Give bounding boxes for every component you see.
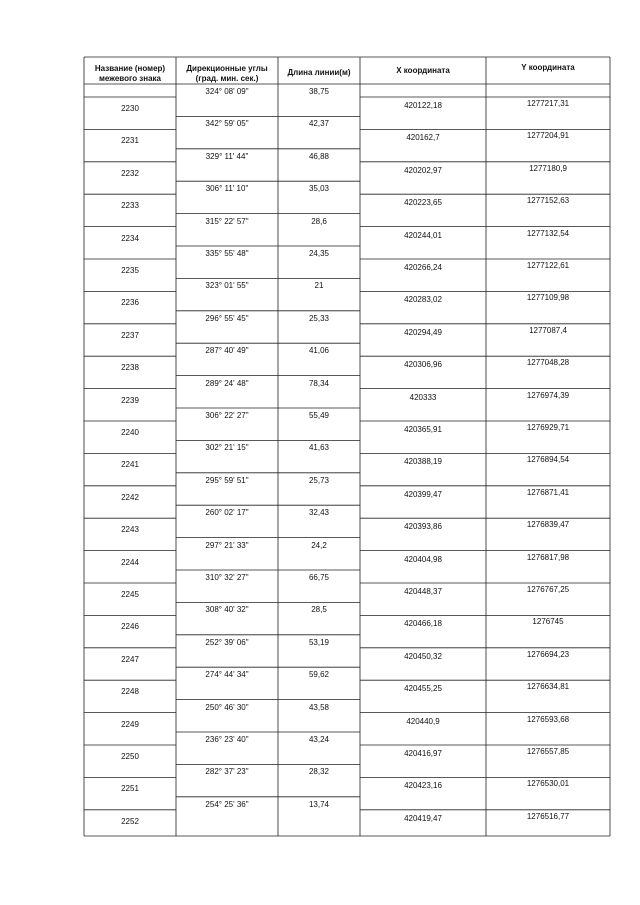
name-cell: 2235 (121, 266, 139, 275)
name-cell: 2242 (121, 492, 139, 502)
y-cell: 1276894,54 (526, 455, 570, 465)
length-cell: 46,88 (308, 151, 330, 161)
name-cell: 2234 (121, 233, 139, 243)
name-cell: 2251 (121, 784, 139, 794)
name-cell: 2252 (121, 816, 139, 826)
y-cell: 1276974,39 (526, 390, 570, 400)
x-cell: 420162,7 (406, 133, 440, 143)
angle-cell: 289° 24' 48" (205, 378, 249, 388)
angle-cell: 260° 02' 17" (205, 508, 249, 518)
name-cell: 2249 (121, 719, 139, 729)
y-cell: 1277180,9 (529, 163, 567, 173)
x-cell: 420365,91 (404, 425, 442, 434)
x-cell: 420455,25 (404, 684, 442, 694)
name-cell: 2232 (121, 168, 139, 178)
header-length: Длина линии(м) (287, 68, 351, 77)
angle-cell: 310° 32' 27" (205, 573, 249, 582)
x-cell: 420450,32 (404, 651, 442, 661)
x-cell: 420283,02 (404, 295, 442, 305)
y-cell: 1276745 (532, 617, 564, 627)
length-cell: 32,43 (308, 508, 330, 518)
x-cell: 420448,37 (404, 587, 442, 596)
length-cell: 28,32 (308, 767, 330, 777)
header-angle: Дирекционные углы (град. мин. сек.) (186, 64, 268, 83)
y-cell: 1276839,47 (526, 520, 570, 530)
y-cell: 1276516,77 (526, 811, 570, 821)
angle-cell: 287° 40' 49" (205, 346, 249, 356)
angle-cell: 296° 55' 45" (205, 313, 249, 323)
y-cell: 1276593,68 (526, 714, 570, 724)
length-cell: 28,5 (311, 605, 327, 615)
x-cell: 420393,86 (404, 522, 442, 532)
length-cell: 38,75 (308, 87, 330, 96)
y-cell: 1277122,61 (526, 261, 570, 270)
name-cell: 2243 (121, 525, 139, 535)
name-cell: 2238 (121, 363, 139, 373)
x-cell: 420416,97 (404, 749, 442, 758)
angle-cell: 342° 59' 05" (205, 119, 249, 129)
angle-cell: 323° 01' 55" (205, 281, 249, 291)
header-y: Y координата (521, 63, 575, 72)
length-cell: 43,24 (308, 735, 330, 744)
x-cell: 420388,19 (404, 457, 442, 467)
angle-cell: 306° 11' 10" (205, 184, 249, 194)
length-cell: 41,06 (308, 346, 330, 356)
length-cell: 25,33 (308, 313, 330, 323)
length-cell: 25,73 (308, 475, 330, 485)
name-cell: 2247 (121, 654, 139, 664)
x-cell: 420440,9 (406, 716, 440, 726)
name-cell: 2231 (121, 136, 139, 146)
x-cell: 420244,01 (404, 230, 442, 240)
y-cell: 1277048,28 (526, 358, 570, 368)
name-cell: 2230 (121, 104, 139, 113)
y-cell: 1276694,23 (526, 649, 570, 659)
angle-cell: 324° 08' 09" (205, 87, 249, 96)
angle-cell: 282° 37' 23" (205, 767, 249, 777)
name-cell: 2239 (121, 395, 139, 405)
angle-cell: 335° 55' 48" (205, 249, 249, 258)
x-cell: 420122,18 (404, 101, 442, 110)
header-x: X координата (396, 66, 450, 75)
length-cell: 41,63 (308, 443, 330, 453)
y-cell: 1277204,91 (526, 131, 570, 141)
x-cell: 420399,47 (404, 489, 442, 499)
name-cell: 2250 (121, 752, 139, 761)
name-cell: 2233 (121, 201, 139, 211)
length-cell: 13,74 (308, 799, 330, 809)
angle-cell: 315° 22' 57" (205, 216, 249, 226)
angle-cell: 250° 46' 30" (205, 702, 249, 712)
x-cell: 420202,97 (404, 165, 442, 175)
x-cell: 420266,24 (404, 263, 442, 272)
x-cell: 420423,16 (404, 781, 442, 791)
x-cell: 420333 (409, 392, 437, 402)
angle-cell: 306° 22' 27" (205, 411, 249, 420)
angle-cell: 254° 25' 36" (205, 799, 249, 809)
name-cell: 2236 (121, 298, 139, 308)
angle-cell: 236° 23' 40" (205, 735, 249, 744)
length-cell: 78,34 (308, 378, 330, 388)
length-cell: 55,49 (308, 411, 330, 420)
y-cell: 1276871,41 (526, 487, 570, 497)
angle-cell: 308° 40' 32" (205, 605, 249, 615)
length-cell: 66,75 (308, 573, 330, 582)
x-cell: 420419,47 (404, 813, 442, 823)
y-cell: 1277087,4 (529, 325, 567, 335)
x-cell: 420306,96 (404, 360, 442, 370)
y-cell: 1277132,54 (526, 228, 570, 238)
angle-cell: 252° 39' 06" (205, 637, 249, 647)
angle-cell: 302° 21' 15" (205, 443, 249, 453)
length-cell: 24,2 (311, 540, 327, 550)
header-name: Название (номер) межевого знака (94, 64, 166, 83)
x-cell: 420294,49 (404, 327, 442, 337)
y-cell: 1277109,98 (526, 293, 570, 303)
length-cell: 28,6 (311, 216, 327, 226)
y-cell: 1276530,01 (526, 779, 570, 789)
x-cell: 420404,98 (404, 554, 442, 564)
y-cell: 1276817,98 (526, 552, 570, 562)
angle-cell: 295° 59' 51" (205, 475, 249, 485)
name-cell: 2245 (121, 590, 139, 599)
y-cell: 1276929,71 (526, 423, 570, 432)
y-cell: 1277217,31 (526, 99, 570, 108)
y-cell: 1276634,81 (526, 682, 570, 692)
length-cell: 59,62 (308, 670, 330, 680)
name-cell: 2246 (121, 622, 139, 632)
angle-cell: 329° 11' 44" (205, 151, 249, 161)
length-cell: 24,35 (308, 249, 330, 258)
length-cell: 21 (314, 281, 324, 291)
y-cell: 1277152,63 (526, 196, 570, 206)
name-cell: 2241 (121, 460, 139, 470)
angle-cell: 274° 44' 34" (205, 670, 249, 680)
name-cell: 2237 (121, 330, 139, 340)
name-cell: 2248 (121, 687, 139, 697)
length-cell: 35,03 (308, 184, 330, 194)
x-cell: 420223,65 (404, 198, 442, 208)
length-cell: 42,37 (308, 119, 330, 129)
angle-cell: 297° 21' 33" (205, 540, 249, 550)
y-cell: 1276557,85 (526, 747, 570, 756)
name-cell: 2244 (121, 557, 139, 567)
x-cell: 420466,18 (404, 619, 442, 629)
y-cell: 1276767,25 (526, 585, 570, 594)
length-cell: 43,58 (308, 702, 330, 712)
name-cell: 2240 (121, 428, 139, 437)
length-cell: 53,19 (308, 637, 330, 647)
